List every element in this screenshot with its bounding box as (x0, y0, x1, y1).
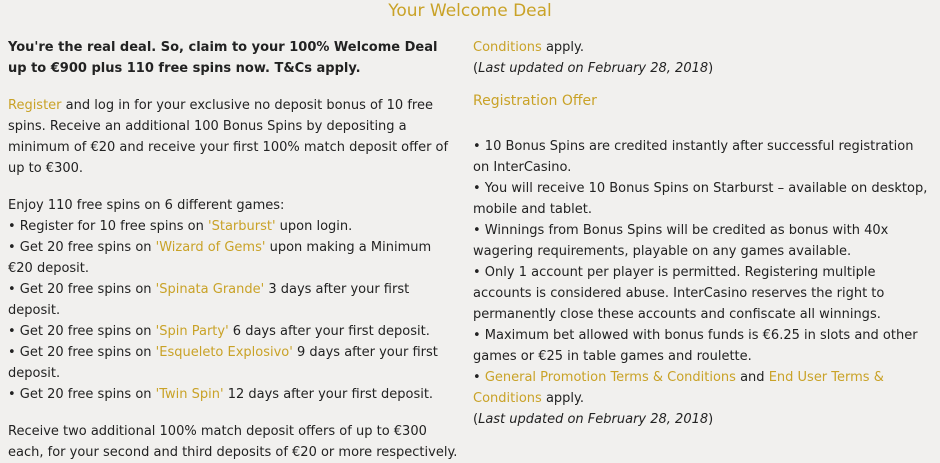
game-link[interactable]: 'Starburst' (208, 219, 276, 234)
spin-item: • Get 20 free spins on 'Twin Spin' 12 days after your first deposit. (8, 387, 434, 402)
registration-bullet: • 10 Bonus Spins are credited instantly after successful registration on InterCasino. (473, 139, 914, 175)
registration-bullet: • Only 1 account per player is permitted. Registering multiple accounts is considered abuse. InterCasino reserves the right to permanently close these accounts and confiscate all winnings. (473, 265, 885, 322)
game-link[interactable]: 'Wizard of Gems' (155, 240, 266, 255)
spin-item: • Get 20 free spins on 'Wizard of Gems' upon making a Minimum €20 deposit. (8, 240, 432, 276)
registration-bullet: • Maximum bet allowed with bonus funds is €6.25 in slots and other games or €25 in table games and roulette. (473, 328, 918, 364)
last-updated-top: (Last updated on February 28, 2018) (473, 61, 714, 76)
registration-bullet: • Winnings from Bonus Spins will be credited as bonus with 40x wagering requirements, playable on any games available. (473, 223, 889, 259)
intro-text: You're the real deal. So, claim to your 100% Welcome Deal up to €900 plus 110 free spins now. T&Cs apply. (8, 40, 438, 76)
general-terms-link[interactable]: General Promotion Terms & Conditions (484, 370, 736, 385)
conditions-link-top[interactable]: Conditions (473, 40, 542, 55)
game-link[interactable]: 'Spin Party' (155, 324, 229, 339)
spin-item: • Get 20 free spins on 'Spinata Grande' 3 days after your first deposit. (8, 282, 410, 318)
register-link[interactable]: Register (8, 98, 62, 113)
page-title: Your Welcome Deal (388, 1, 552, 21)
registration-bullets (473, 136, 928, 367)
right-column (473, 37, 928, 430)
register-text: and log in for your exclusive no deposit bonus of 10 free spins. Receive an additional 100 Bonus Spins by depositing a minimum of €20 and receive your first 100% match deposit offer of up to €300. (8, 98, 449, 176)
conditions-line-top (473, 37, 928, 58)
end-user-terms-link[interactable]: End User Terms & Conditions (473, 370, 884, 406)
registration-offer-heading: Registration Offer (473, 93, 597, 109)
left-column (8, 37, 460, 463)
spins-list (8, 216, 460, 405)
registration-bullet: • You will receive 10 Bonus Spins on Starburst – available on desktop, mobile and tablet. (473, 181, 928, 217)
game-link[interactable]: 'Esqueleto Explosivo' (155, 345, 293, 360)
spins-heading: Enjoy 110 free spins on 6 different games: (8, 198, 285, 213)
spin-item: • Register for 10 free spins on 'Starburst' upon login. (8, 219, 353, 234)
terms-line: • General Promotion Terms & Conditions and End User Terms & Conditions apply. (473, 370, 884, 406)
apply-text-top: apply. (541, 40, 584, 55)
last-updated-bottom: (Last updated on February 28, 2018) (473, 412, 714, 427)
spin-item: • Get 20 free spins on 'Esqueleto Explosivo' 9 days after your first deposit. (8, 345, 438, 381)
spin-item: • Get 20 free spins on 'Spin Party' 6 days after your first deposit. (8, 324, 430, 339)
game-link[interactable]: 'Twin Spin' (155, 387, 224, 402)
register-paragraph (8, 95, 460, 179)
game-link[interactable]: 'Spinata Grande' (155, 282, 265, 297)
outro-text: Receive two additional 100% match deposit offers of up to €300 each, for your second and third deposits of €20 or more respectively. (8, 424, 458, 460)
